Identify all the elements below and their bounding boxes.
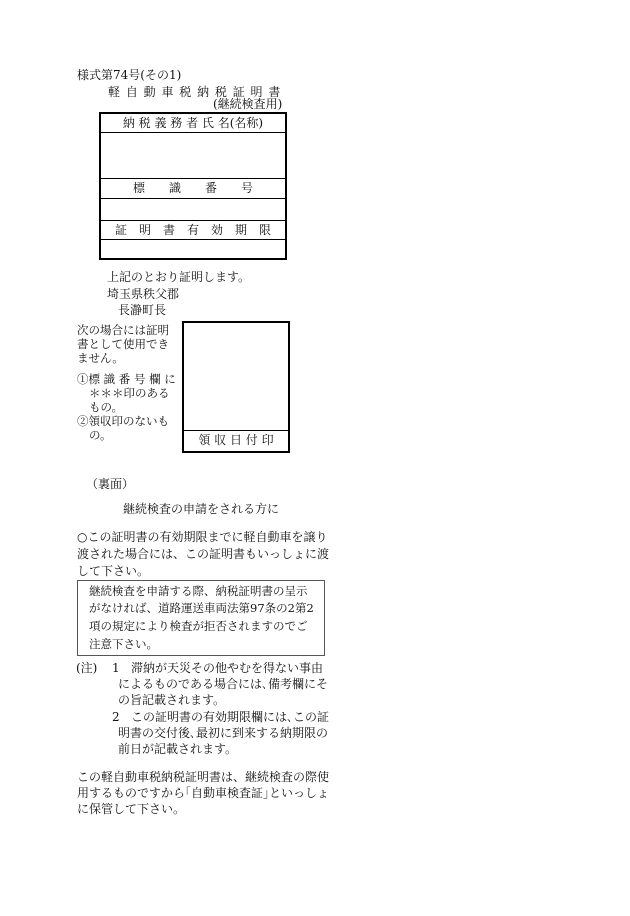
inspection-notice-box [77,580,325,656]
footer-note: に保管して下さい。 [77,802,186,816]
invalid-notice-line: 書として使用でき [77,337,169,351]
plate-number-header: 標 識 番 号 [101,179,285,199]
back-title: 継続検査の申請をされる方に [123,502,280,516]
back-paragraph: ○この証明書の有効期限までに軽自動車を譲り [77,530,328,544]
invalid-notice-item1: ＊＊＊印のある [89,386,170,400]
issuer-title: 長瀞町長 [118,303,167,317]
note-1: の旨記載されます。 [118,693,226,707]
note-1: によるものである場合には､備考欄にそ [118,677,329,691]
plate-number-cell [101,199,285,221]
invalid-notice-line: ません。 [77,351,124,365]
notice-box-line: がなければ、道路運送車両法第97条の2第2 [89,601,314,615]
back-heading: （裏面） [86,477,135,491]
back-paragraph: して下さい。 [77,564,150,578]
certificate-subtitle: (継続検査用) [213,97,283,111]
invalid-notice-line: 次の場合には証明 [77,323,169,337]
invalid-notice-item2: の。 [89,428,112,442]
certify-text: 上記のとおり証明します。 [107,270,251,284]
validity-cell [101,240,285,258]
note-label: (注) [76,661,98,675]
footer-note: この軽自動車税納税証明書は、継続検査の際使 [77,770,330,784]
certificate-table [99,112,287,260]
invalid-notice-item2: ②領収印のないも [77,414,169,428]
note-2: 明書の交付後､最初に到来する納期限の [118,726,329,740]
form-number: 様式第74号(その1) [77,68,182,82]
note-2: 前日が記載されます。 [118,742,238,756]
notice-box-line: 注意下さい。 [89,637,158,651]
back-paragraph: 渡された場合には、この証明書もいっしょに渡 [77,547,330,561]
receipt-stamp-label: 領 収 日 付 印 [184,430,288,451]
validity-header: 証 明 書 有 効 期 限 [101,221,285,240]
note-1-number: 1 [112,661,120,675]
invalid-notice-item1: もの。 [89,400,124,414]
invalid-notice-item1: ①標 識 番 号 欄 に [77,372,176,386]
receipt-stamp-box [182,321,290,453]
certificate-title: 軽 自 動 車 税 納 税 証 明 書 [108,85,282,99]
notice-box-line: 継続検査を申請する際、納税証明書の呈示 [89,584,308,598]
note-2-number: 2 [112,710,120,724]
note-1: 滞納が天災その他やむを得ない事由 [131,661,324,675]
taxpayer-name-cell [101,133,285,179]
taxpayer-name-header: 納 税 義 務 者 氏 名(名称) [101,114,285,133]
notice-box-line: 項の規定により検査が拒否されますのでご [89,619,308,633]
issuer-prefecture: 埼玉県秩父郡 [107,287,180,301]
note-2: この証明書の有効期限欄には､この証 [131,710,330,724]
footer-note: 用するものですから｢自動車検査証｣といっしょ [77,786,330,800]
